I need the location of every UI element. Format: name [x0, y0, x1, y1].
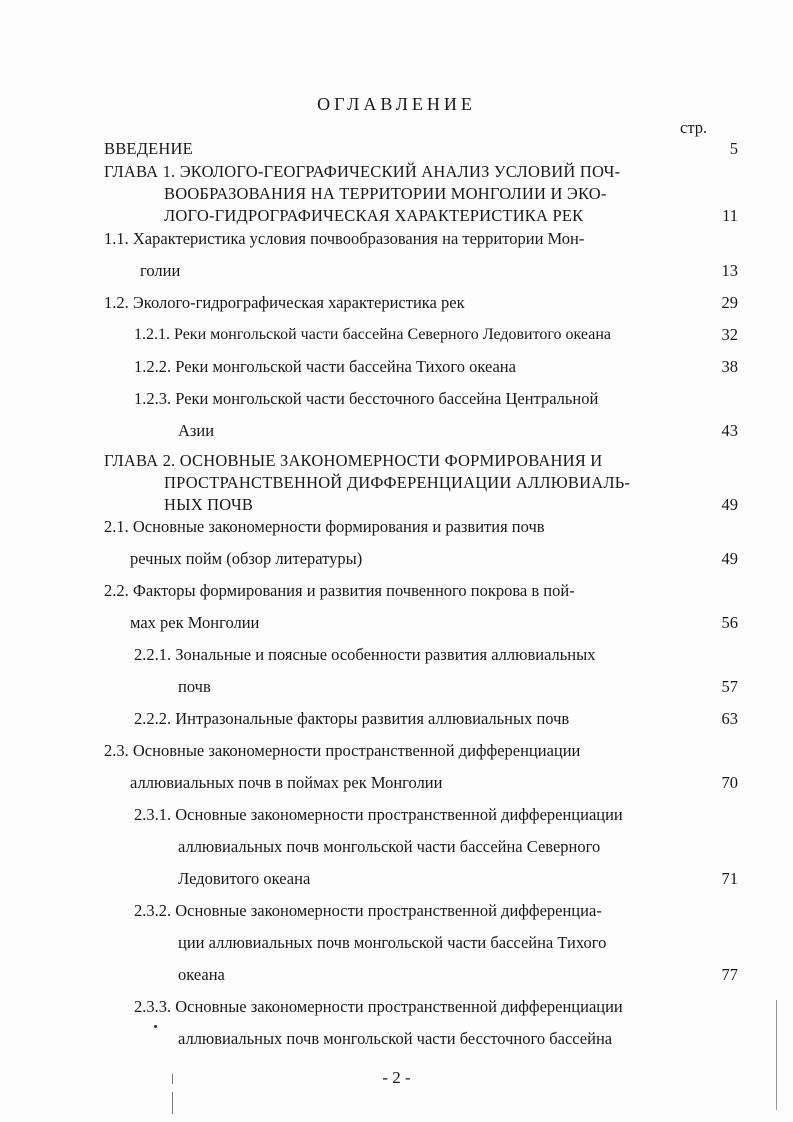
scan-speck	[154, 1025, 157, 1028]
toc-s2-3-2-line3: океана	[178, 965, 225, 984]
toc-chapter1-line1: ГЛАВА 1. ЭКОЛОГО-ГЕОГРАФИЧЕСКИЙ АНАЛИЗ УСЛОВИЙ ПОЧ-	[104, 162, 621, 181]
toc-s2-3-2-page: 77	[721, 965, 738, 984]
scan-line-mark	[172, 1092, 173, 1114]
toc-chapter1-line3: ЛОГО-ГИДРОГРАФИЧЕСКАЯ ХАРАКТЕРИСТИКА РЕК	[164, 206, 584, 225]
toc-s2-3-line2: аллювиальных почв в поймах рек Монголии	[130, 773, 443, 792]
toc-s2-3-1-line1: 2.3.1. Основные закономерности пространственной дифференциации	[134, 805, 623, 824]
toc-s1-2-3-line1: 1.2.3. Реки монгольской части бессточного бассейна Центральной	[134, 389, 599, 408]
toc-s2-2-line1: 2.2. Факторы формирования и развития почвенного покрова в пой-	[104, 581, 575, 600]
toc-s1-2-1-page: 32	[721, 325, 738, 344]
toc-s1-2-1-line1: 1.2.1. Реки монгольской части бассейна Северного Ледовитого океана	[134, 326, 611, 343]
toc-intro-page: 5	[729, 139, 738, 158]
toc-s1-1-page: 13	[721, 261, 738, 280]
toc-s2-3-3-line1: 2.3.3. Основные закономерности пространственной дифференциации	[134, 997, 623, 1016]
toc-s2-3-page: 70	[721, 773, 738, 792]
toc-s2-3-3-line2: аллювиальных почв монгольской части бессточного бассейна	[178, 1029, 613, 1048]
toc-s2-3-2-line1: 2.3.2. Основные закономерности пространственной дифференциа-	[134, 901, 602, 920]
page-number: - 2 -	[382, 1068, 411, 1087]
toc-chapter2-page: 49	[721, 495, 738, 514]
toc-s1-1-line2: голии	[140, 261, 181, 280]
scan-edge-mark	[776, 1000, 777, 1110]
toc-s2-2-page: 56	[721, 613, 738, 632]
toc-s2-2-2-page: 63	[721, 709, 738, 728]
toc-s2-2-line2: мах рек Монголии	[130, 613, 260, 632]
toc-s1-2-line1: 1.2. Эколого-гидрографическая характеристика рек	[104, 293, 465, 312]
toc-s2-3-1-line2: аллювиальных почв монгольской части бассейна Северного	[178, 837, 601, 856]
toc-s2-1-page: 49	[721, 549, 738, 568]
toc-s2-3-2-line2: ции аллювиальных почв монгольской части бассейна Тихого	[178, 933, 607, 952]
toc-s1-1-line1: 1.1. Характеристика условия почвообразования на территории Мон-	[104, 229, 585, 248]
toc-s2-2-2-line1: 2.2.2. Интразональные факторы развития аллювиальных почв	[134, 709, 570, 728]
scan-line-mark	[172, 1074, 173, 1084]
toc-title: ОГЛАВЛЕНИЕ	[317, 94, 476, 114]
toc-chapter2-line3: НЫХ ПОЧВ	[164, 495, 254, 514]
toc-s1-2-page: 29	[721, 293, 738, 312]
toc-s2-3-1-line3: Ледовитого океана	[178, 869, 311, 888]
toc-s2-2-1-line2: почв	[178, 677, 211, 696]
toc-s2-2-1-page: 57	[721, 677, 738, 696]
toc-s2-1-line2: речных пойм (обзор литературы)	[130, 549, 363, 568]
toc-chapter2-line1: ГЛАВА 2. ОСНОВНЫЕ ЗАКОНОМЕРНОСТИ ФОРМИРОВАНИЯ И	[104, 451, 603, 470]
toc-s2-3-1-page: 71	[721, 869, 738, 888]
toc-s2-1-line1: 2.1. Основные закономерности формирования и развития почв	[104, 517, 545, 536]
toc-chapter2-line2: ПРОСТРАНСТВЕННОЙ ДИФФЕРЕНЦИАЦИИ АЛЛЮВИАЛЬ-	[164, 473, 631, 492]
toc-chapter1-page: 11	[722, 206, 738, 225]
toc-intro-label: ВВЕДЕНИЕ	[104, 139, 193, 158]
toc-s2-3-line1: 2.3. Основные закономерности пространственной дифференциации	[104, 741, 581, 760]
toc-s1-2-3-page: 43	[721, 421, 738, 440]
toc-s2-2-1-line1: 2.2.1. Зональные и поясные особенности развития аллювиальных	[134, 645, 596, 664]
toc-s1-2-3-line2: Азии	[178, 421, 215, 440]
page-column-label: стр.	[680, 118, 708, 137]
toc-chapter1-line2: ВООБРАЗОВАНИЯ НА ТЕРРИТОРИИ МОНГОЛИИ И ЭКО-	[164, 184, 607, 203]
toc-s1-2-2-line1: 1.2.2. Реки монгольской части бассейна Тихого океана	[134, 357, 516, 376]
toc-s1-2-2-page: 38	[721, 357, 738, 376]
